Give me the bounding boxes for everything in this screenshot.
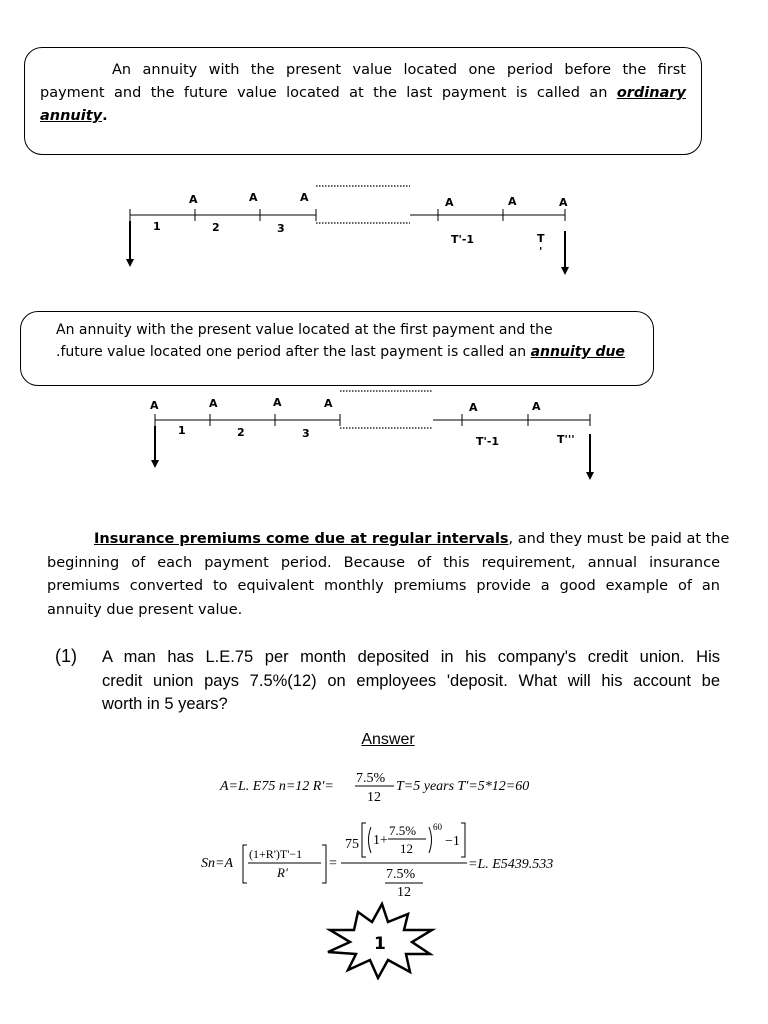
page-number-starburst	[324, 900, 436, 980]
ordinary-term-2: annuity	[40, 108, 103, 124]
present-value-arrow-head	[126, 259, 134, 267]
annuity-due-timeline	[0, 384, 768, 484]
ordinary-annuity-definition	[40, 59, 686, 128]
para-line-4: annuity due present value.	[47, 601, 243, 618]
eq2-paren-right	[429, 827, 432, 853]
period-label: 2	[212, 221, 220, 234]
payment-label: A	[532, 400, 541, 413]
eq2-inner-den: R'	[277, 865, 288, 880]
eq1-frac-num: 7.5%	[356, 771, 386, 786]
payment-label: A	[189, 193, 198, 206]
para-line-3: premiums converted to equivalent monthly premiums provide a good example of an	[47, 578, 720, 594]
answer-heading: Answer	[361, 731, 415, 748]
eq2-den-den: 12	[397, 885, 411, 900]
period-label: 1	[178, 424, 186, 437]
eq2-one-plus: 1+	[373, 833, 388, 848]
starburst-number: 1	[374, 934, 386, 954]
payment-label: A	[300, 191, 309, 204]
payment-label: A	[249, 191, 258, 204]
question-line-1: A man has L.E.75 per month deposited in his company's credit union. His	[102, 648, 720, 666]
ordinary-line-1: An annuity with the present value located one period before the first	[112, 62, 686, 78]
eq2-num-frac-den: 12	[400, 841, 413, 856]
eq2-lhs: Sn=A	[201, 856, 233, 871]
ordinary-line-2-text: payment and the future value located at the last payment is called an	[40, 85, 608, 101]
future-value-arrow-head	[561, 267, 569, 275]
payment-label: A	[273, 396, 282, 409]
period-label: T'-1	[451, 233, 475, 246]
para-rest-1: , and they must be paid at the	[508, 531, 730, 547]
annuity-due-definition	[56, 319, 646, 363]
equation-2	[195, 815, 595, 901]
payment-label: A	[324, 397, 333, 410]
payment-label: A	[150, 399, 159, 412]
eq2-num-bracket-left	[362, 823, 366, 857]
eq2-minus-one: −1	[445, 834, 460, 849]
equation-1	[200, 768, 580, 808]
period-label: 2	[237, 426, 245, 439]
due-line-1: An annuity with the present value located at the first payment and the	[56, 322, 553, 338]
due-line-2-text: .future value located one period after the last payment is called an	[56, 344, 527, 360]
period-label: 3	[302, 427, 310, 440]
period-label: T'-1	[476, 435, 500, 448]
eq2-result: =L. E5439.533	[468, 857, 554, 872]
period-label: T	[537, 232, 545, 245]
payment-label: A	[559, 196, 568, 209]
eq2-paren-left	[369, 827, 372, 853]
period-label: T'''	[557, 433, 575, 446]
eq2-bracket-right	[322, 845, 326, 883]
payment-label: A	[445, 196, 454, 209]
question-line-3: worth in 5 years?	[102, 695, 228, 713]
ordinary-line-3	[40, 105, 686, 128]
period-label: 3	[277, 222, 285, 235]
para-lead: Insurance premiums come due at regular intervals	[94, 531, 509, 547]
due-term: annuity due	[530, 344, 625, 360]
payment-label: A	[508, 195, 517, 208]
eq2-num-frac-num: 7.5%	[389, 823, 417, 838]
eq1-frac-den: 12	[367, 790, 381, 805]
eq2-exponent: 60	[433, 822, 442, 832]
eq2-equals: =	[329, 856, 337, 871]
insurance-paragraph	[47, 528, 730, 622]
question-line-2: credit union pays 7.5%(12) on employees 'deposit. What will his account be	[102, 671, 720, 690]
payment-label: A	[469, 401, 478, 414]
eq1-given-values: A=L. E75 n=12 R'=	[220, 779, 334, 794]
future-value-arrow-head	[586, 472, 594, 480]
question-number: (1)	[55, 646, 77, 666]
question-text	[102, 646, 720, 717]
ordinary-period: .	[102, 108, 108, 124]
present-value-arrow-head	[151, 460, 159, 468]
eq2-bracket-left	[243, 845, 247, 883]
due-line-2	[56, 341, 646, 363]
ordinary-line-2	[40, 82, 686, 105]
eq1-rest: T=5 years T'=5*12=60	[396, 779, 530, 794]
para-line-1	[47, 528, 730, 552]
eq2-inner-num: (1+R')T'−1	[249, 847, 303, 861]
para-line-2: beginning of each payment period. Because of this requirement, annual insurance	[47, 554, 720, 571]
period-label: 1	[153, 220, 161, 233]
payment-label: A	[209, 397, 218, 410]
period-label-mark: '	[539, 245, 543, 258]
ordinary-term: ordinary	[616, 85, 686, 101]
eq2-num-prefix: 75	[345, 837, 359, 852]
eq2-num-bracket-right	[461, 823, 465, 857]
eq2-den-num: 7.5%	[386, 867, 416, 882]
ordinary-annuity-timeline	[0, 175, 768, 285]
